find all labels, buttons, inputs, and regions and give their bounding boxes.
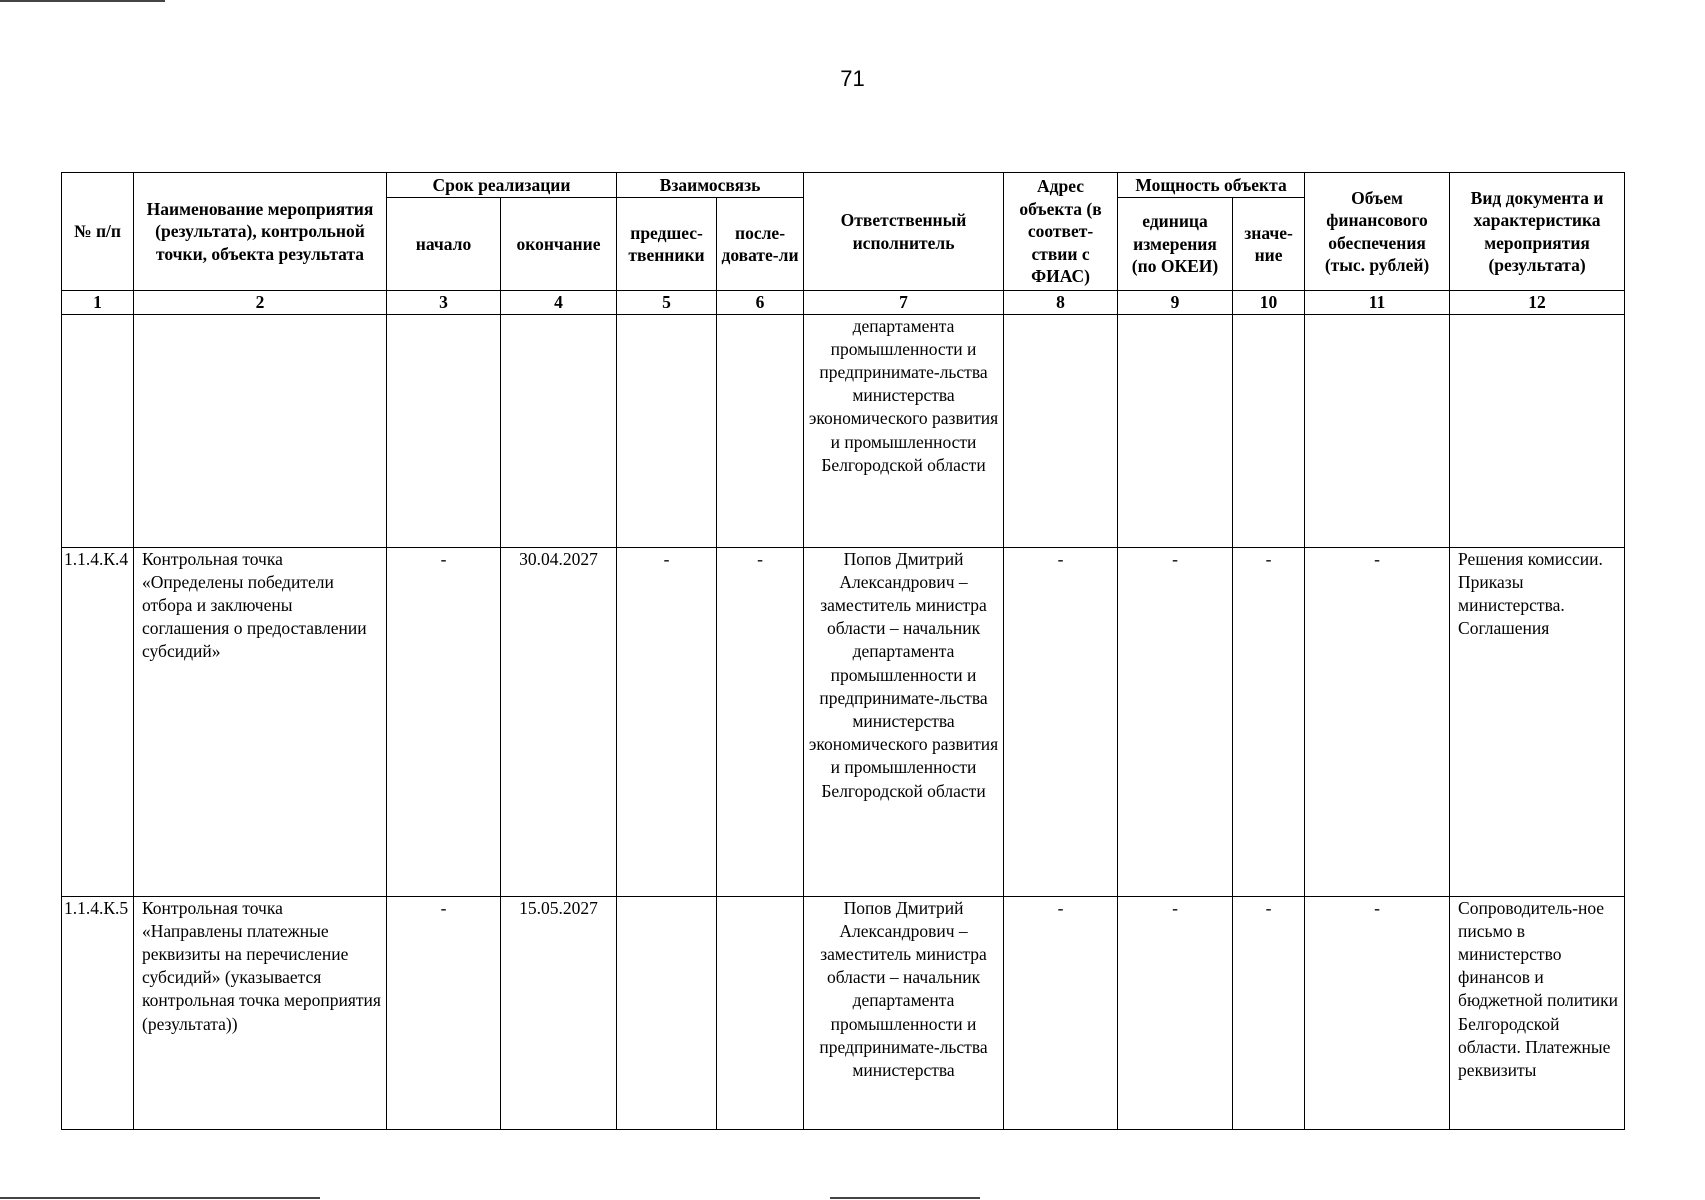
cell-volume [1305, 314, 1450, 547]
scan-edge-bottom-mid [830, 1197, 980, 1199]
header-link-group: Взаимосвязь [617, 173, 804, 198]
header-successors: после-довате-ли [717, 198, 804, 291]
cell-predecessors: - [617, 547, 717, 896]
header-responsible: Ответственный исполнитель [804, 173, 1004, 291]
header-row-top [62, 173, 1625, 198]
scan-edge-bottom-left [0, 1197, 320, 1199]
column-number: 4 [501, 291, 617, 315]
cell-start [387, 314, 501, 547]
header-document: Вид документа и характеристика мероприятия (результата) [1450, 173, 1625, 291]
column-number: 2 [134, 291, 387, 315]
cell-start: - [387, 896, 501, 1129]
column-numbers-row [62, 291, 1625, 315]
cell-address [1004, 314, 1118, 547]
cell-predecessors [617, 314, 717, 547]
cell-successors [717, 314, 804, 547]
cell-name [134, 314, 387, 547]
cell-volume: - [1305, 547, 1450, 896]
column-number: 7 [804, 291, 1004, 315]
cell-address: - [1004, 547, 1118, 896]
header-name: Наименование мероприятия (результата), контрольной точки, объекта результата [134, 173, 387, 291]
cell-successors: - [717, 547, 804, 896]
cell-end: 30.04.2027 [501, 547, 617, 896]
cell-unit: - [1118, 547, 1233, 896]
cell-document: Сопроводитель-ное письмо в министерство финансов и бюджетной политики Белгородской области. Платежные реквизиты [1450, 896, 1625, 1129]
header-unit: единица измерения (по ОКЕИ) [1118, 198, 1233, 291]
header-start: начало [387, 198, 501, 291]
table-row [62, 896, 1625, 1129]
column-number: 3 [387, 291, 501, 315]
cell-name: Контрольная точка «Направлены платежные реквизиты на перечисление субсидий» (указывается контрольная точка мероприятия (результата)) [134, 896, 387, 1129]
cell-value: - [1233, 896, 1305, 1129]
header-predecessors: предшес-твенники [617, 198, 717, 291]
events-table [61, 172, 1625, 1130]
cell-predecessors [617, 896, 717, 1129]
column-number: 5 [617, 291, 717, 315]
cell-unit: - [1118, 896, 1233, 1129]
scan-edge-top-left [0, 0, 165, 2]
cell-start: - [387, 547, 501, 896]
cell-document: Решения комиссии. Приказы министерства. Соглашения [1450, 547, 1625, 896]
cell-responsible: департамента промышленности и предпринимате-льства министерства экономического развития и промышленности Белгородской области [804, 314, 1004, 547]
column-number: 1 [62, 291, 134, 315]
header-num: № п/п [62, 173, 134, 291]
cell-document [1450, 314, 1625, 547]
cell-num [62, 314, 134, 547]
cell-num: 1.1.4.К.4 [62, 547, 134, 896]
cell-address: - [1004, 896, 1118, 1129]
cell-successors [717, 896, 804, 1129]
cell-end: 15.05.2027 [501, 896, 617, 1129]
header-address: Адрес объекта (в соответ-ствии с ФИАС) [1004, 173, 1118, 291]
header-value: значе-ние [1233, 198, 1305, 291]
cell-num: 1.1.4.К.5 [62, 896, 134, 1129]
page-number: 71 [840, 66, 865, 91]
cell-volume: - [1305, 896, 1450, 1129]
column-number: 10 [1233, 291, 1305, 315]
cell-value [1233, 314, 1305, 547]
header-end: окончание [501, 198, 617, 291]
column-number: 12 [1450, 291, 1625, 315]
table-row [62, 547, 1625, 896]
cell-name: Контрольная точка «Определены победители отбора и заключены соглашения о предоставлении субсидий» [134, 547, 387, 896]
column-number: 6 [717, 291, 804, 315]
column-number: 8 [1004, 291, 1118, 315]
header-volume: Объем финансового обеспечения (тыс. рублей) [1305, 173, 1450, 291]
cell-value: - [1233, 547, 1305, 896]
table-row [62, 314, 1625, 547]
header-period-group: Срок реализации [387, 173, 617, 198]
cell-unit [1118, 314, 1233, 547]
cell-responsible: Попов Дмитрий Александрович – заместитель министра области – начальник департамента промышленности и предпринимате-льства министерства экономического развития и промышленности Белгородской области [804, 547, 1004, 896]
cell-end [501, 314, 617, 547]
cell-responsible: Попов Дмитрий Александрович – заместитель министра области – начальник департамента промышленности и предпринимате-льства министерства [804, 896, 1004, 1129]
column-number: 11 [1305, 291, 1450, 315]
column-number: 9 [1118, 291, 1233, 315]
header-capacity-group: Мощность объекта [1118, 173, 1305, 198]
